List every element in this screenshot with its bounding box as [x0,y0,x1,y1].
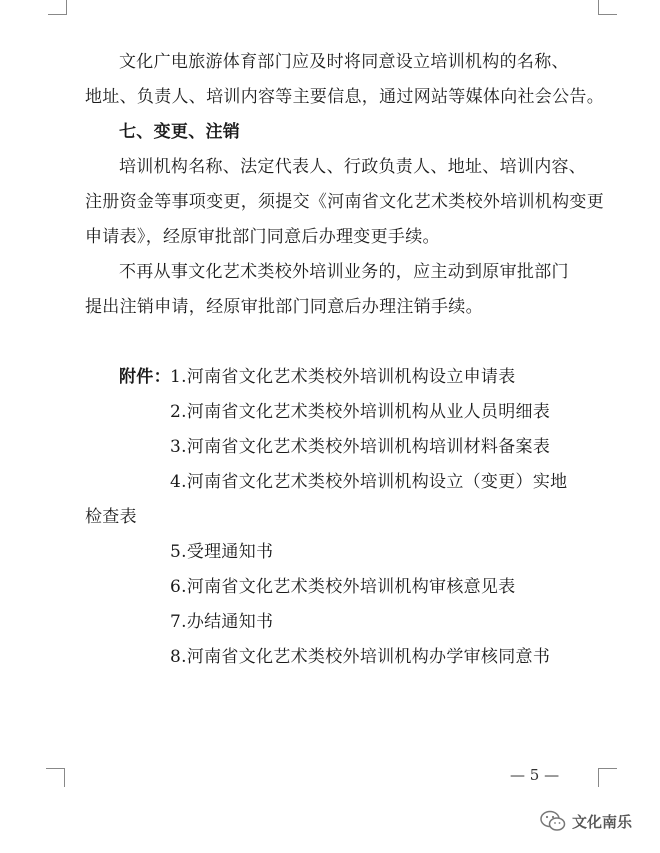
crop-mark-top-left [48,0,67,15]
annex-item-1: 1.河南省文化艺术类校外培训机构设立申请表 [170,367,516,387]
annex-label: 附件： [119,367,171,387]
paragraph-2-line-1: 培训机构名称、法定代表人、行政负责人、地址、培训内容、 [119,157,587,177]
watermark [540,810,632,832]
crop-mark-top-right [598,0,617,15]
crop-mark-bottom-right [598,768,617,787]
paragraph-3-line-1: 不再从事文化艺术类校外培训业务的，应主动到原审批部门 [119,262,569,282]
paragraph-2-line-3: 申请表》，经原审批部门同意后办理变更手续。 [85,227,440,247]
annex-item-7: 7.办结通知书 [170,612,274,632]
paragraph-1-line-1: 文化广电旅游体育部门应及时将同意设立培训机构的名称、 [119,52,569,72]
annex-item-2: 2.河南省文化艺术类校外培训机构从业人员明细表 [170,402,551,422]
crop-mark-bottom-left [46,768,65,787]
annex-item-8: 8.河南省文化艺术类校外培训机构办学审核同意书 [170,647,551,667]
wechat-icon [540,810,566,832]
annex-item-3: 3.河南省文化艺术类校外培训机构培训材料备案表 [170,437,551,457]
watermark-text: 文化南乐 [572,812,633,831]
section-title: 七、变更、注销 [119,122,241,142]
paragraph-2-line-2: 注册资金等事项变更，须提交《河南省文化艺术类校外培训机构变更 [85,192,604,212]
annex-item-5: 5.受理通知书 [170,542,274,562]
annex-item-6: 6.河南省文化艺术类校外培训机构审核意见表 [170,577,516,597]
annex-item-4-continuation: 检查表 [85,507,137,527]
paragraph-3-line-2: 提出注销申请，经原审批部门同意后办理注销手续。 [85,297,483,317]
annex-item-4: 4.河南省文化艺术类校外培训机构设立（变更）实地 [170,472,568,492]
paragraph-1-line-2: 地址、负责人、培训内容等主要信息，通过网站等媒体向社会公告。 [85,87,604,107]
page-number: — 5 — [510,766,560,784]
